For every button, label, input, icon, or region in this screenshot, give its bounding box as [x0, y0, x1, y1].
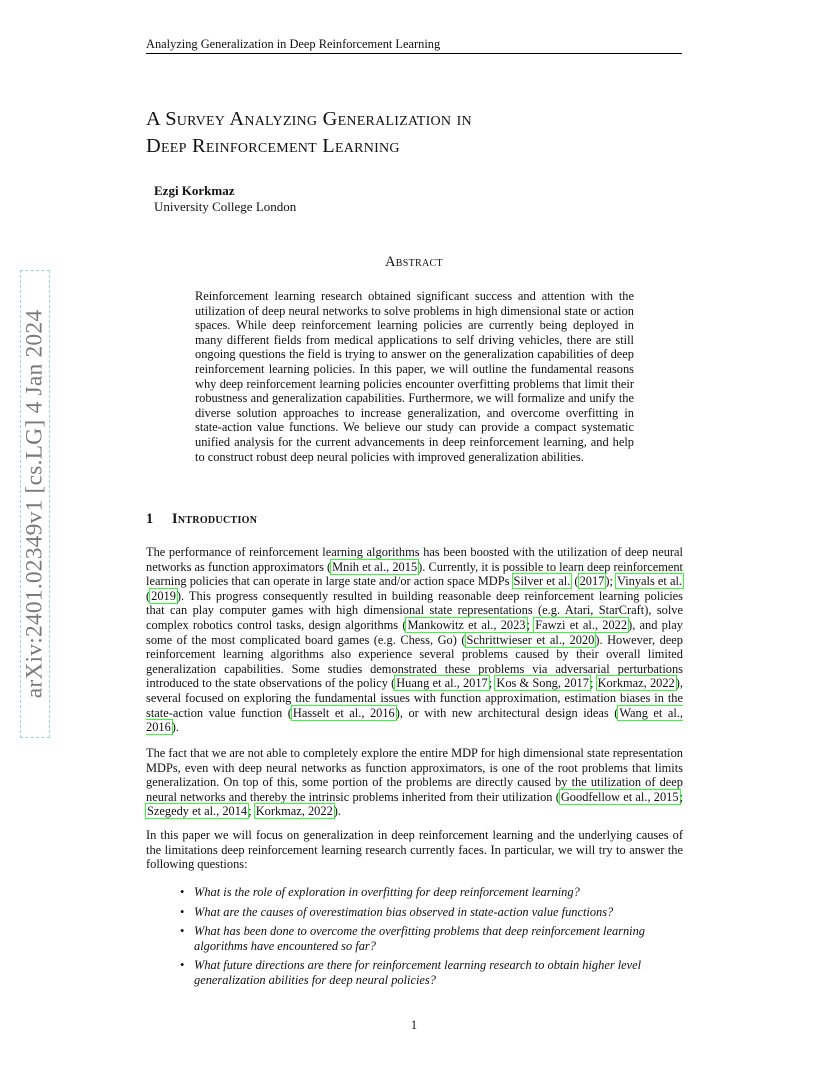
paper-title-line-2: Deep Reinforcement Learning: [146, 135, 400, 157]
text-run: ;: [679, 789, 684, 804]
citation-link[interactable]: Kos & Song, 2017: [496, 676, 589, 691]
text-run: ;: [248, 804, 255, 819]
paper-title: [146, 106, 686, 160]
list-item: • What future directions are there for reinforcement learning research to obtain higher level generalization abilities for deep neural policies?: [182, 958, 684, 987]
text-run: ), and play some of the most complicated board games (e.g. Chess, Go) (: [146, 617, 684, 647]
section-title: Introduction: [172, 511, 258, 527]
text-run: ;: [589, 676, 597, 691]
intro-paragraph-1: [146, 545, 683, 735]
section-number: 1: [146, 511, 154, 527]
citation-link[interactable]: Huang et al., 2017: [396, 676, 488, 691]
running-header: [146, 36, 682, 54]
text-run: ;: [526, 617, 535, 632]
research-questions-list: [182, 885, 684, 993]
text-run: ). Currently, it is possible to learn deep reinforcement learning policies that can operate in large state and/or action space MDPs: [146, 559, 683, 589]
citation-link[interactable]: Mankowitz et al., 2023: [407, 617, 526, 632]
citation-link[interactable]: Vinyals et al.: [617, 574, 682, 589]
text-run: ), or with new architectural design ideas (: [395, 705, 619, 720]
abstract-text: Reinforcement learning research obtained significant success and attention with the utilization of deep neural networks to solve problems in high dimensional state or action spaces. While deep reinforcement learning policies are currently being deployed in many different fields from medical applications to self driving vehicles, there are still ongoing questions the field is trying to answer on the generalization capabilities of deep reinforcement learning policies. In this paper, we will outline the fundamental reasons why deep reinforcement learning policies encounter overfitting problems that limit their robustness and generalization capabilities. Furthermore, we will formalize and unify the diverse solution approaches to increase generalization, and overcome overfitting in state-action value functions. We believe our study can provide a compact systematic unified analysis for the current advancements in deep reinforcement learning, and help to construct robust deep neural policies with improved generalization abilities.: [195, 289, 634, 464]
citation-link[interactable]: Hasselt et al., 2016: [292, 705, 395, 720]
paper-title-line-1: A Survey Analyzing Generalization in: [146, 108, 472, 130]
citation-link[interactable]: Silver et al.: [513, 574, 571, 589]
citation-link[interactable]: Szegedy et al., 2014: [147, 804, 248, 819]
text-run: The performance of reinforcement learning algorithms has been boosted with the utilization of deep neural networks as function approximators (: [146, 545, 683, 574]
text-run: (: [571, 574, 579, 589]
citation-link[interactable]: Fawzi et al., 2022: [535, 617, 628, 632]
text-run: ). However, deep reinforcement learning algorithms also experience several problems caused by their overall limited generalization capabilities. Some studies demonstrated these problems via adversarial perturbations introduced to the state observations of the policy (: [146, 632, 684, 691]
list-item: • What has been done to overcome the overfitting problems that deep reinforcement learning algorithms have encountered so far?: [182, 924, 684, 953]
text-run: (: [146, 588, 151, 603]
text-run: ). This progress consequently resulted in building reasonable deep reinforcement learning policies that can play computer games with high dimensional state representations (e.g. Atari, StarCraft), solve complex robotics control tasks, design algorithms (: [146, 588, 683, 632]
arxiv-identifier-text: arXiv:2401.02349v1 [cs.LG] 4 Jan 2024: [21, 309, 48, 699]
text-run: The fact that we are not able to completely explore the entire MDP for high dimensional state representation MDPs, even with deep neural networks as function approximators, is one of the root problems that limits generalization. On top of this, some portion of the problems are directly caused by the utilization of deep neural networks and thereby the intrinsic problems inherited from their utilization (: [146, 746, 683, 804]
citation-link[interactable]: Korkmaz, 2022: [255, 804, 333, 819]
list-item: • What is the role of exploration in overfitting for deep reinforcement learning?: [182, 885, 684, 900]
citation-link[interactable]: Wang et al., 2016: [146, 705, 684, 735]
intro-paragraph-3: In this paper we will focus on generalization in deep reinforcement learning and the underlying causes of the limitations deep reinforcement learning research currently faces. In particular, we will try to answer the following questions:: [146, 828, 683, 872]
citation-link[interactable]: 2017: [579, 574, 605, 589]
text-run: ).: [333, 804, 342, 819]
author-name: Ezgi Korkmaz: [154, 183, 235, 198]
citation-link[interactable]: 2019: [151, 588, 176, 603]
abstract-heading: Abstract: [385, 254, 443, 270]
text-run: ).: [171, 720, 180, 735]
citation-link[interactable]: Mnih et al., 2015: [332, 559, 418, 574]
running-header-title: Analyzing Generalization in Deep Reinforcement Learning: [146, 37, 441, 51]
list-item: • What are the causes of overestimation bias observed in state-action value functions?: [182, 905, 684, 920]
arxiv-identifier-stamp[interactable]: [20, 270, 50, 738]
citation-link[interactable]: Korkmaz, 2022: [597, 676, 675, 691]
text-run: );: [605, 574, 617, 589]
text-run: ;: [488, 676, 496, 691]
intro-paragraph-2: [146, 746, 683, 819]
citation-link[interactable]: Goodfellow et al., 2015: [560, 789, 679, 804]
citation-link[interactable]: Schrittwieser et al., 2020: [466, 632, 595, 647]
author-affiliation: University College London: [154, 199, 297, 214]
section-heading-introduction: [146, 510, 257, 528]
text-run: ), several focused on exploring the fundamental issues with function approximation, estimation biases in the state-action value function (: [146, 676, 683, 720]
page-number: 1: [410, 1018, 418, 1032]
